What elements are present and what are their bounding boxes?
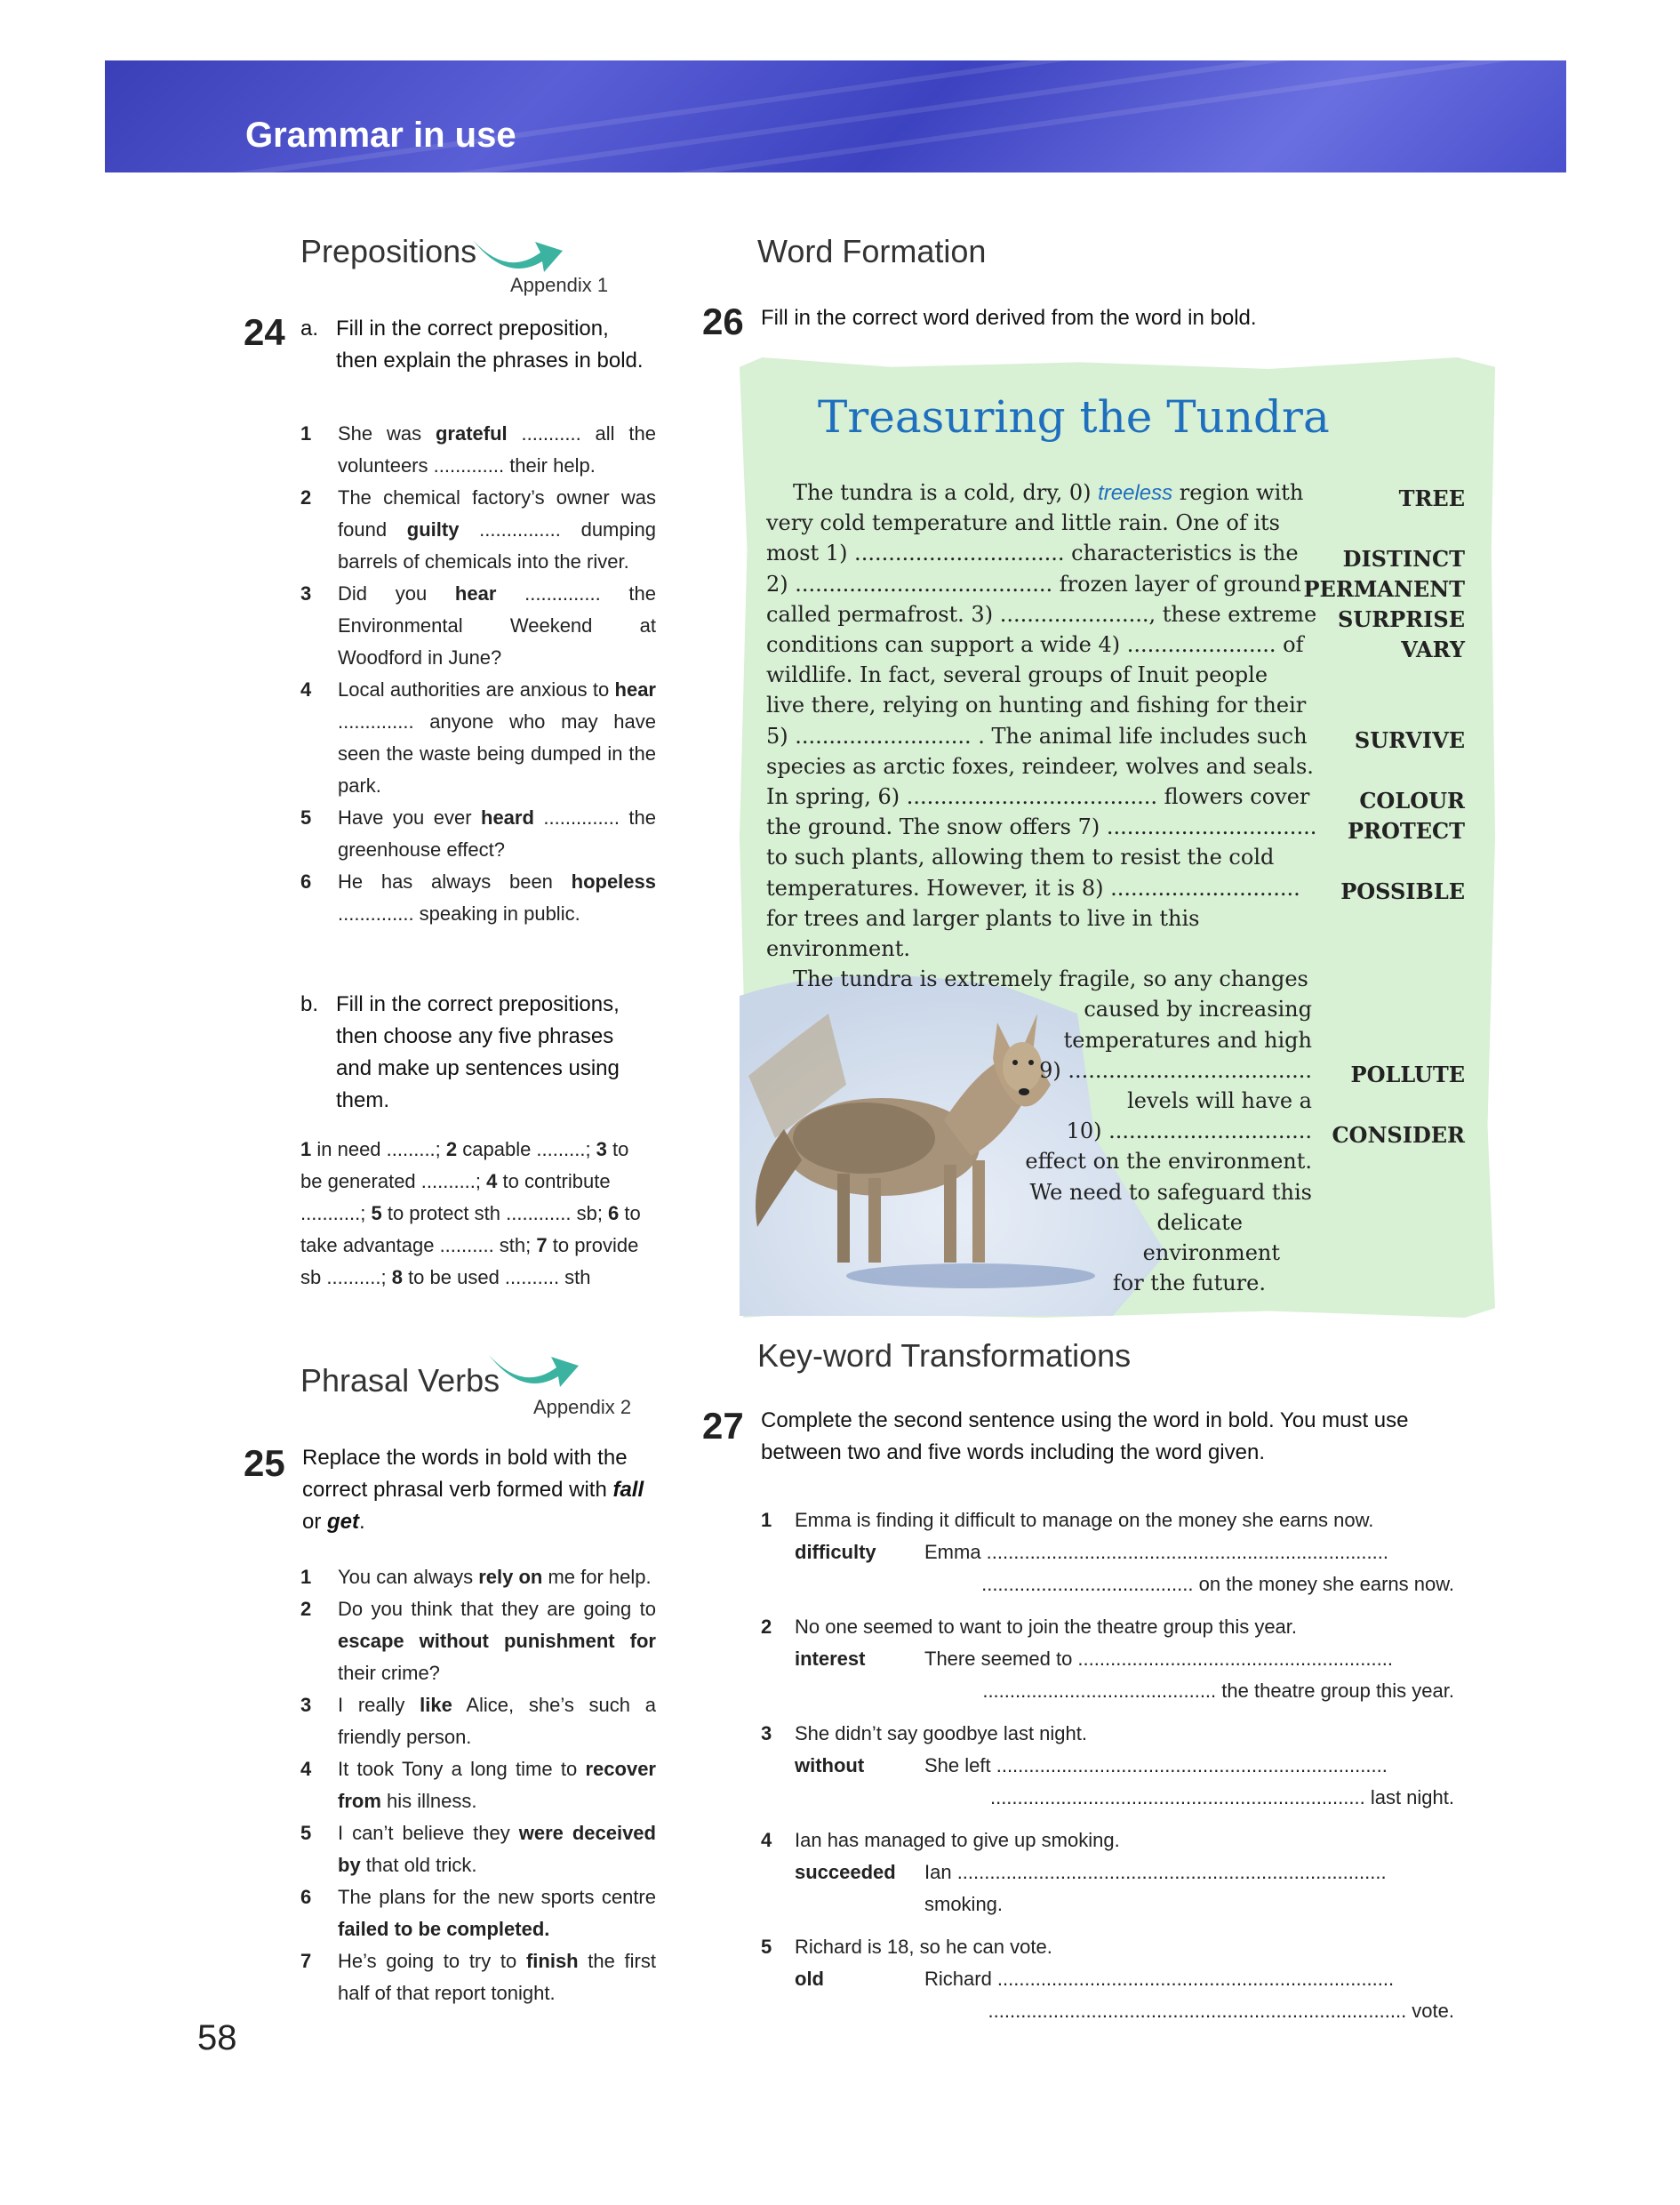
keyword: PERMANENT xyxy=(1303,576,1465,602)
keyword: POSSIBLE xyxy=(1340,878,1465,904)
tundra-line: temperatures. However, it is 8) ............................ xyxy=(766,875,1300,901)
item-number: 5 xyxy=(300,1822,312,1844)
part-a-instruction: Fill in the correct preposition, then explain the phrases in bold. xyxy=(336,317,644,373)
tundra-line: called permafrost. 3) ......................, these extreme xyxy=(766,601,1317,627)
list-item: 5 Have you ever heard .............. the greenhouse effect? xyxy=(300,802,656,866)
tundra-line: conditions can support a wide 4) ...................... of xyxy=(766,632,1304,657)
item-number: 2 xyxy=(761,1616,772,1638)
phrasal-verbs-heading: Phrasal Verbs xyxy=(300,1362,500,1399)
appendix-2: Appendix 2 xyxy=(533,1396,632,1418)
list-item: 2 The chemical factory’s owner was found guilty ............... dumping barrels of chemicals into the river. xyxy=(300,482,656,578)
list-item: 5 I can’t believe they were deceived by that old trick. xyxy=(300,1817,656,1881)
item-number: 1 xyxy=(300,422,312,445)
item-number: 7 xyxy=(300,1950,312,1972)
header-banner xyxy=(105,60,1566,172)
keyword: COLOUR xyxy=(1359,788,1465,814)
answer-line: ..................................................................... last night. xyxy=(989,1786,1454,1808)
list-item: 7 He’s going to try to finish the first half of that report tonight. xyxy=(300,1945,656,2009)
tundra-line: environment xyxy=(1142,1240,1280,1265)
tundra-line: delicate xyxy=(1156,1209,1243,1235)
list-item: 4 Local authorities are anxious to hear .............. anyone who may have seen the waste being dumped in the park. xyxy=(300,674,656,802)
item-number: 3 xyxy=(761,1722,772,1744)
item-number: 6 xyxy=(300,870,312,893)
tundra-line: 5) .......................... . The animal life includes such xyxy=(766,723,1308,749)
answer-line: Emma .......................................................................... xyxy=(924,1541,1388,1563)
keyword: SURVIVE xyxy=(1354,727,1465,753)
exercise-number-24: 24 xyxy=(244,311,285,353)
key-word: old xyxy=(795,1968,824,1990)
part-b-phrases: 1 in need .........; 2 capable .........; 3 to be generated ..........; 4 to contribute ...........; 5 to protect sth ............ sb; 6 to take advantage .......... sth; 7 to provide sb ..........; 8 to be used .......... sth xyxy=(300,1138,641,1288)
tundra-line: levels will have a xyxy=(1127,1088,1312,1113)
answer-line: Richard ......................................................................... xyxy=(924,1968,1395,1990)
item-number: 4 xyxy=(300,1758,312,1780)
tundra-line: The tundra is extremely fragile, so any changes xyxy=(793,966,1308,992)
item-number: 6 xyxy=(300,1886,312,1908)
key-word: without xyxy=(795,1754,865,1776)
keyword: TREE xyxy=(1398,485,1465,511)
keyword: VARY xyxy=(1401,637,1465,662)
tundra-line: wildlife. In fact, several groups of Inuit people xyxy=(766,662,1268,688)
source-sentence: Richard is 18, so he can vote. xyxy=(795,1936,1052,1958)
key-word-heading: Key-word Transformations xyxy=(757,1337,1132,1374)
part-a-letter: a. xyxy=(300,317,319,341)
tundra-line: environment. xyxy=(766,936,910,961)
item-number: 2 xyxy=(300,1598,312,1620)
tundra-line: live there, relying on hunting and fishing for their xyxy=(766,693,1307,718)
tundra-line: caused by increasing xyxy=(1084,997,1312,1022)
list-item: 6 The plans for the new sports centre failed to be completed. xyxy=(300,1881,656,1945)
tundra-line: for trees and larger plants to live in this xyxy=(766,905,1200,931)
tundra-title: Treasuring the Tundra xyxy=(818,391,1330,443)
answer-line: She left ........................................................................ xyxy=(924,1754,1388,1776)
answer-line: ....................................... on the money she earns now. xyxy=(981,1573,1454,1595)
source-sentence: No one seemed to want to join the theatre group this year. xyxy=(795,1616,1298,1638)
tundra-line: temperatures and high xyxy=(1063,1027,1312,1053)
item-number: 2 xyxy=(300,486,312,509)
key-word: succeeded xyxy=(795,1861,896,1883)
tundra-line: 9) .................................... xyxy=(1039,1057,1312,1083)
source-sentence: Ian has managed to give up smoking. xyxy=(795,1829,1120,1851)
part-b-letter: b. xyxy=(300,992,319,1016)
answer-line: smoking. xyxy=(924,1893,1004,1915)
example-answer: treeless xyxy=(1098,481,1173,505)
item-number: 3 xyxy=(300,582,312,605)
tundra-line: to such plants, allowing them to resist the cold xyxy=(766,845,1275,870)
part-b-instruction: Fill in the correct prepositions, then choose any five phrases and make up sentences using them. xyxy=(336,992,620,1112)
list-item: 3 I really like Alice, she’s such a friendly person. xyxy=(300,1689,656,1753)
prepositions-heading: Prepositions xyxy=(300,233,477,269)
tundra-line: the ground. The snow offers 7) ............................... xyxy=(766,814,1317,840)
keyword: CONSIDER xyxy=(1332,1122,1465,1148)
list-item: 6 He has always been hopeless .............. speaking in public. xyxy=(300,866,656,930)
list-item: 1 You can always rely on me for help. xyxy=(300,1561,656,1593)
tundra-line: effect on the environment. xyxy=(1025,1149,1312,1175)
exercise-25-instruction: Replace the words in bold with the correct phrasal verb formed with fall or get. xyxy=(302,1446,644,1534)
exercise-number-25: 25 xyxy=(244,1442,285,1484)
item-number: 4 xyxy=(300,678,312,701)
word-formation-heading: Word Formation xyxy=(757,233,987,269)
exercise-number-26: 26 xyxy=(702,301,744,342)
tundra-line: for the future. xyxy=(1112,1271,1266,1296)
appendix-1: Appendix 1 xyxy=(510,274,609,296)
exercise-number-27: 27 xyxy=(702,1405,744,1447)
answer-line: Ian ............................................................................... xyxy=(924,1861,1387,1883)
tundra-line: In spring, 6) ..................................... flowers cover xyxy=(766,784,1310,809)
keyword: DISTINCT xyxy=(1342,546,1465,572)
tundra-line: very cold temperature and little rain. One of its xyxy=(766,510,1280,536)
tundra-line: 2) ...................................... frozen layer of ground xyxy=(766,571,1301,597)
item-number: 5 xyxy=(300,806,312,829)
tundra-line: We need to safeguard this xyxy=(1029,1179,1312,1205)
source-sentence: Emma is finding it difficult to manage on the money she earns now. xyxy=(795,1509,1374,1531)
item-number: 1 xyxy=(761,1509,772,1531)
arrow-icon xyxy=(471,233,564,276)
page-number: 58 xyxy=(197,2018,237,2057)
tundra-line: species as arctic foxes, reindeer, wolves and seals. xyxy=(766,753,1314,779)
answer-line: ............................................................................. vote. xyxy=(988,2000,1454,2022)
list-item: 1 She was grateful ........... all the volunteers ............. their help. xyxy=(300,418,656,482)
arrow-icon xyxy=(487,1348,580,1391)
item-number: 5 xyxy=(761,1936,772,1958)
keyword: SURPRISE xyxy=(1337,606,1465,632)
item-number: 1 xyxy=(300,1566,312,1588)
answer-line: There seemed to .......................................................... xyxy=(924,1648,1393,1670)
tundra-line: 10) .............................. xyxy=(1066,1119,1312,1144)
exercise-26-instruction: Fill in the correct word derived from the word in bold. xyxy=(761,306,1257,330)
key-word: difficulty xyxy=(795,1541,876,1563)
exercise-27-instruction: Complete the second sentence using the word in bold. You must use between two and five words including the word given. xyxy=(761,1408,1409,1464)
list-item: 4 It took Tony a long time to recover from his illness. xyxy=(300,1753,656,1817)
source-sentence: She didn’t say goodbye last night. xyxy=(795,1722,1088,1744)
item-number: 3 xyxy=(300,1694,312,1716)
list-24a xyxy=(300,418,656,930)
tundra-line: The tundra is a cold, dry, 0) treeless region with xyxy=(793,480,1304,505)
list-item: 3 Did you hear .............. the Environmental Weekend at Woodford in June? xyxy=(300,578,656,674)
tundra-line: most 1) ............................... characteristics is the xyxy=(766,541,1299,566)
keyword: PROTECT xyxy=(1347,818,1465,844)
keyword: POLLUTE xyxy=(1350,1062,1465,1087)
item-number: 4 xyxy=(761,1829,772,1851)
answer-line: ........................................... the theatre group this year. xyxy=(982,1680,1454,1702)
list-item: 2 Do you think that they are going to escape without punishment for their crime? xyxy=(300,1593,656,1689)
list-25 xyxy=(300,1561,656,2009)
key-word: interest xyxy=(795,1648,866,1670)
header-title: Grammar in use xyxy=(245,116,516,155)
